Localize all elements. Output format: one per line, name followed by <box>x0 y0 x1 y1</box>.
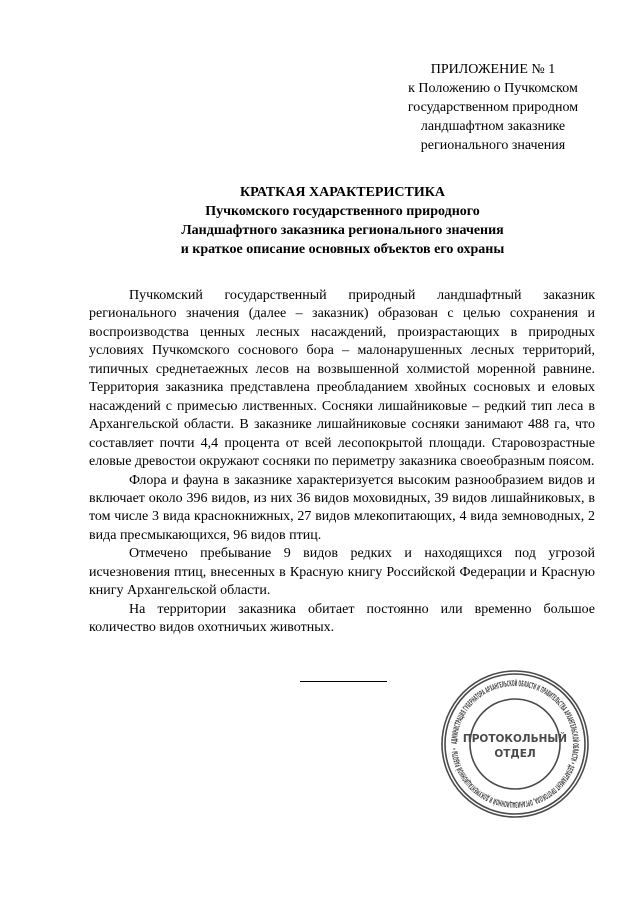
appendix-ref-line: государственном природном <box>407 100 579 115</box>
appendix-ref-line: регионального значения <box>420 138 566 153</box>
title-line: Ландшафтного заказника регионального значения <box>181 223 504 238</box>
paragraph-game-animals: На территории заказника обитает постоянно или временно большое количество видов охотничьих животных. <box>89 601 595 636</box>
stamp-seal-icon <box>439 668 591 820</box>
official-stamp <box>439 668 591 820</box>
paragraph-description: Пучкомский государственный природный ландшафтный заказник регионального значения (далее – заказник) образован с целью сохранения и воспроизводства ценных лесных насаждений, произрастающих в природных условиях Пучкомского соснового бора – малонарушенных лесных территорий, типичных среднетаежных лесов на возвышенной холмистой моренной равнине. Территория заказника представлена преобладанием хвойных сосновых и еловых насаждений с примесью лиственных. Сосняки лишайниковые – редкий тип леса в Архангельской области. В заказнике лишайниковые сосняки занимают 488 га, что составляет почти 4,4 процента от всей лесопокрытой площади. Старовозрастные еловые древостои окружают сосняки по периметру заказника своеобразным поясом. <box>89 288 595 470</box>
document-body <box>89 287 595 638</box>
end-divider <box>300 681 387 682</box>
stamp-center-line1: ПРОТОКОЛЬНЫЙ <box>462 733 568 745</box>
title-line: Пучкомского государственного природного <box>205 204 480 219</box>
appendix-header <box>385 60 601 155</box>
title-line: и краткое описание основных объектов его охраны <box>180 242 505 257</box>
stamp-ring-text: АДМИНИСТРАЦИЯ ГУБЕРНАТОРА АРХАНГЕЛЬСКОЙ ОБЛАСТИ И ПРАВИТЕЛЬСТВА АРХАНГЕЛЬСКОЙ ОБЛАСТИ • ДЕПАРТАМЕНТ ПРОТОКОЛА, ОРГАНИЗАЦИОННОЙ И ДОКУМЕНТАЦИОННОЙ РАБОТЫ • <box>449 678 581 810</box>
paragraph-rare-birds: Отмечено пребывание 9 видов редких и находящихся под угрозой исчезновения птиц, внесенных в Красную книгу Российской Федерации и Красную книгу Архангельской области. <box>89 546 595 599</box>
stamp-center-line2: ОТДЕЛ <box>494 748 536 760</box>
title-line: КРАТКАЯ ХАРАКТЕРИСТИКА <box>240 185 445 200</box>
appendix-number: ПРИЛОЖЕНИЕ № 1 <box>430 62 556 77</box>
document-title <box>60 183 625 259</box>
paragraph-flora-fauna: Флора и фауна в заказнике характеризуется высоким разнообразием видов и включает около 396 видов, из них 36 видов моховидных, 39 видов лишайниковых, в том числе 3 вида краснокнижных, 27 видов млекопитающих, 4 вида земноводных, 2 вида пресмыкающихся, 96 видов птиц. <box>89 472 595 543</box>
appendix-ref-line: ландшафтном заказнике <box>420 119 566 134</box>
appendix-ref-line: к Положению о Пучкомском <box>408 81 578 96</box>
